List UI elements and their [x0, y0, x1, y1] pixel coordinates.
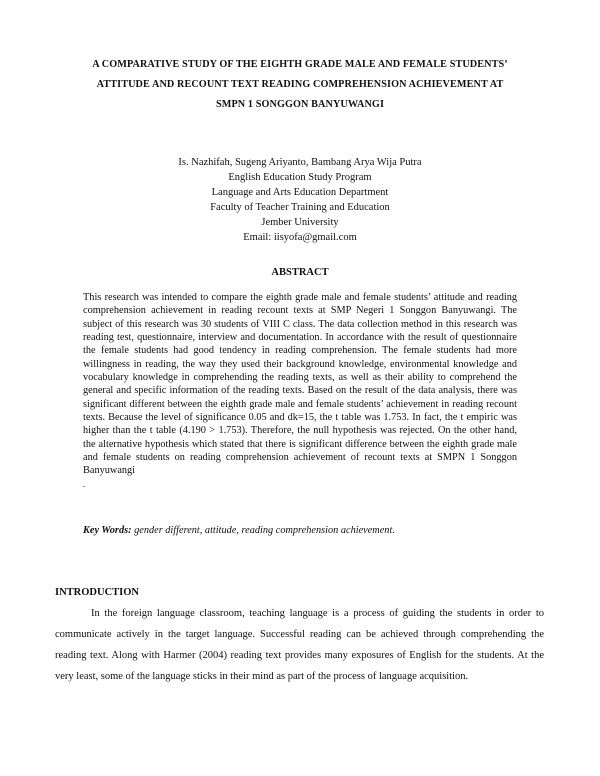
title-line: A COMPARATIVE STUDY OF THE EIGHTH GRADE MALE AND FEMALE STUDENTS’ — [92, 59, 508, 70]
introduction-heading: INTRODUCTION — [55, 587, 140, 598]
author-email: Email: iisyofa@gmail.com — [243, 232, 357, 243]
keywords-value: gender different, attitude, reading comprehension achievement. — [131, 525, 395, 536]
author-names: Is. Nazhifah, Sugeng Ariyanto, Bambang Arya Wija Putra — [178, 157, 422, 168]
author-block — [100, 155, 500, 245]
title-line: SMPN 1 SONGGON BANYUWANGI — [215, 99, 385, 110]
title-line: ATTITUDE AND RECOUNT TEXT READING COMPREHENSION ACHIEVEMENT AT — [96, 79, 504, 90]
keywords-label: Key Words: — [83, 525, 132, 536]
department: Language and Arts Education Department — [211, 187, 389, 198]
introduction-paragraph: In the foreign language classroom, teaching language is a process of guiding the students in order to communicate actively in the target language. Successful reading can be achieved through comprehending the reading text. Along with Harmer (2004) reading text provides many exposures of English for the students. At the very least, some of the language sticks in their mind as part of the process of language acquisition. — [55, 608, 544, 682]
paper-title — [40, 55, 560, 115]
abstract-heading: ABSTRACT — [271, 267, 329, 278]
university: Jember University — [261, 217, 339, 228]
faculty: Faculty of Teacher Training and Education — [210, 202, 390, 213]
abstract-trailing-dot: . — [83, 478, 86, 489]
abstract-body: This research was intended to compare the eighth grade male and female students’ attitude and reading comprehension achievement in reading recount texts at SMP Negeri 1 Songgon Banyuwangi. The subject of this research was 30 students of VIII C class. The data collection method in this research was reading test, questionnaire, interview and documentation. In accordance with the result of questionnaire the female students had good tendency in reading comprehension. The female students had more willingness in reading, the way they used their background knowledge, environmental knowledge and vocabulary knowledge in comprehending the reading texts, as well as their ability to comprehend the general and specific information of the reading texts. Based on the result of the data analysis, there was significant different between the eighth grade male and female students’ achievement in reading recount texts. Because the level of significance 0.05 and dk=15, the t table was 1.753. In fact, the t empiric was higher than the t table (4.190 > 1.753). Therefore, the null hypothesis was rejected. On the other hand, the alternative hypothesis which stated that there is significant difference between the eighth grade male and female students on reading comprehension achievement of recount texts at SMPN 1 Songgon Banyuwangi — [83, 292, 517, 477]
abstract-section — [83, 291, 517, 490]
keywords — [83, 524, 517, 538]
study-program: English Education Study Program — [228, 172, 372, 183]
